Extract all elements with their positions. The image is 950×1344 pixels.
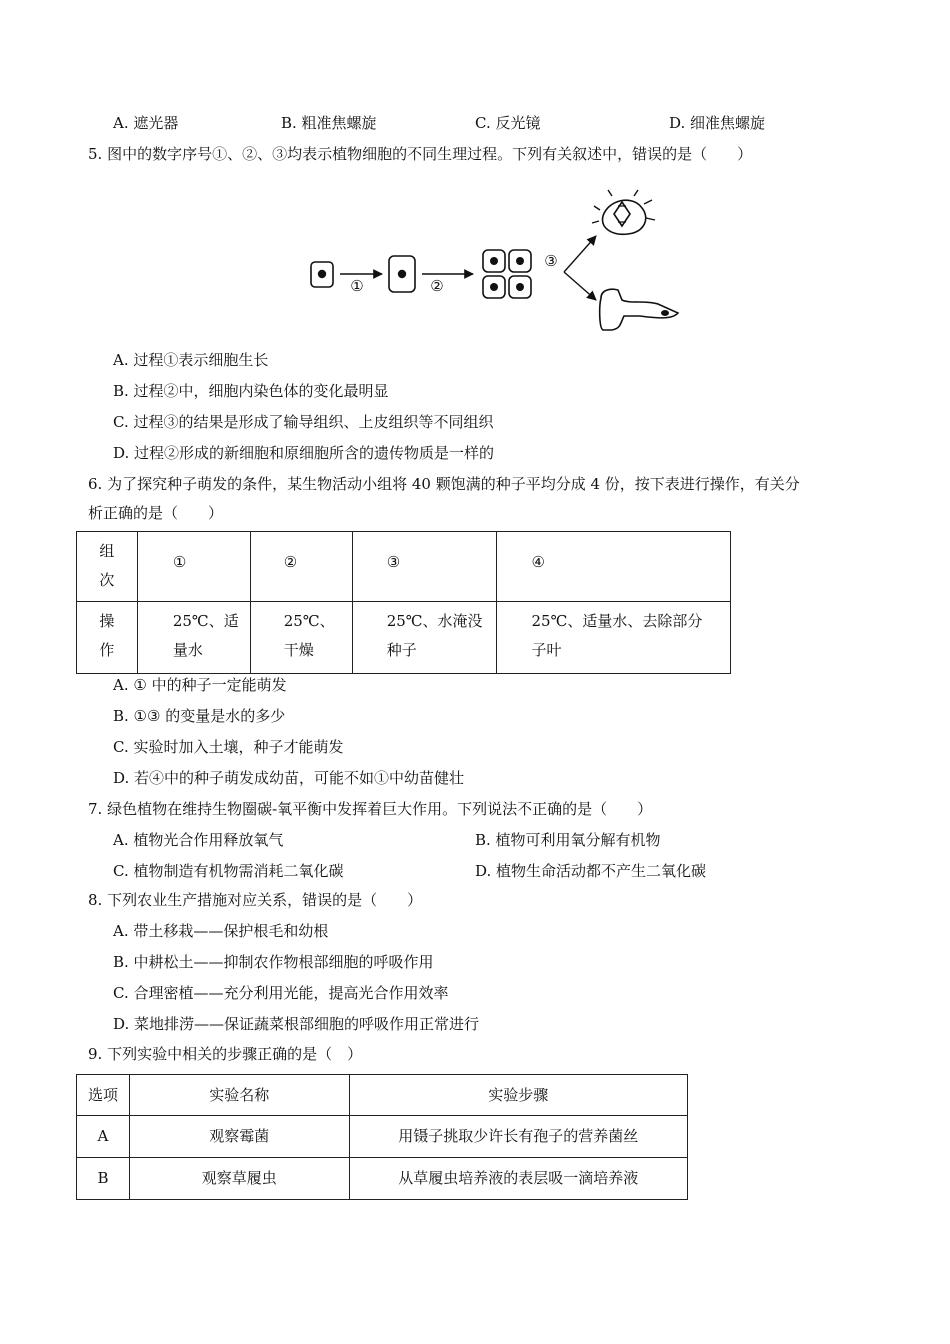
- arrow-3a: [564, 236, 596, 272]
- divided-cells-icon: [483, 250, 531, 298]
- q6-option-a: A. ① 中的种子一定能萌发: [113, 676, 287, 694]
- grown-cell-icon: [389, 256, 415, 292]
- q9-table-header-row: [77, 1075, 688, 1116]
- label-3: ③: [544, 252, 558, 270]
- q9-header-name: 实验名称: [129, 1075, 349, 1116]
- table-row: [77, 1158, 688, 1200]
- q6-stem-line2: 析正确的是（ ）: [88, 504, 224, 522]
- q6-stem-line1: 6. 为了探究种子萌发的条件，某生物活动小组将 40 颗饱满的种子平均分成 4 份，按下表进行操作，有关分: [88, 475, 800, 493]
- q9-row-a-steps: 用镊子挑取少许长有孢子的营养菌丝: [349, 1116, 687, 1158]
- q6-option-d: D. 若④中的种子萌发成幼苗，可能不如①中幼苗健壮: [113, 769, 465, 787]
- cell-process-diagram: [300, 188, 690, 338]
- q6-group-2: ②: [283, 553, 298, 571]
- q6-op-2a: 25℃、: [283, 612, 335, 630]
- q5-option-a: A. 过程①表示细胞生长: [113, 351, 269, 369]
- single-cell-icon: [311, 262, 333, 287]
- q4-option-c: C. 反光镜: [475, 114, 541, 132]
- q6-op-1a: 25℃、适: [172, 612, 239, 630]
- q5-option-d: D. 过程②形成的新细胞和原细胞所含的遗传物质是一样的: [113, 444, 495, 462]
- q9-stem: 9. 下列实验中相关的步骤正确的是（ ）: [88, 1045, 363, 1063]
- q9-row-a-option: A: [77, 1116, 130, 1158]
- q6-op-4a: 25℃、适量水、去除部分: [531, 612, 703, 630]
- root-hair-cell-icon: [600, 289, 678, 330]
- table-row: [77, 1116, 688, 1158]
- q9-row-b-name: 观察草履虫: [129, 1158, 349, 1200]
- q8-option-d: D. 菜地排涝——保证蔬菜根部细胞的呼吸作用正常进行: [113, 1015, 480, 1033]
- q6-op-1b: 量水: [172, 641, 203, 659]
- q6-group-4: ④: [531, 553, 545, 571]
- q6-table-row-ops: [77, 602, 731, 674]
- label-1: ①: [350, 277, 364, 295]
- q9-row-a-name: 观察霉菌: [129, 1116, 349, 1158]
- q6-option-c: C. 实验时加入土壤，种子才能萌发: [113, 738, 344, 756]
- stoma-cell-icon: [592, 190, 655, 234]
- q6-row1-header-a: 组: [99, 542, 115, 560]
- q7-option-d: D. 植物生命活动都不产生二氧化碳: [475, 862, 707, 880]
- q4-option-a: A. 遮光器: [113, 114, 179, 132]
- q5-stem: 5. 图中的数字序号①、②、③均表示植物细胞的不同生理过程。下列有关叙述中，错误的是（ ）: [88, 145, 753, 163]
- q9-header-steps: 实验步骤: [349, 1075, 687, 1116]
- q7-option-a: A. 植物光合作用释放氧气: [113, 831, 284, 849]
- q8-option-b: B. 中耕松土——抑制农作物根部细胞的呼吸作用: [113, 953, 434, 971]
- q6-row1-header-b: 次: [99, 571, 115, 589]
- q9-row-b-option: B: [77, 1158, 130, 1200]
- q5-option-b: B. 过程②中，细胞内染色体的变化最明显: [113, 382, 389, 400]
- q6-op-4b: 子叶: [531, 641, 562, 659]
- q6-op-2b: 干燥: [283, 641, 314, 659]
- q7-option-b: B. 植物可利用氧分解有机物: [475, 831, 661, 849]
- q9-header-option: 选项: [77, 1075, 130, 1116]
- arrow-3b: [564, 272, 596, 300]
- q8-stem: 8. 下列农业生产措施对应关系，错误的是（ ）: [88, 891, 423, 909]
- q7-stem: 7. 绿色植物在维持生物圈碳-氧平衡中发挥着巨大作用。下列说法不正确的是（ ）: [88, 800, 653, 818]
- q6-table: [76, 531, 731, 674]
- q6-group-1: ①: [172, 553, 187, 571]
- q6-option-b: B. ①③ 的变量是水的多少: [113, 707, 286, 725]
- q6-row2-header-b: 作: [99, 641, 115, 659]
- q6-op-3b: 种子: [386, 641, 417, 659]
- q4-option-b: B. 粗准焦螺旋: [281, 114, 377, 132]
- label-2: ②: [430, 277, 444, 295]
- q6-op-3a: 25℃、水淹没: [386, 612, 483, 630]
- q6-row2-header-a: 操: [99, 612, 115, 630]
- q6-group-3: ③: [386, 553, 401, 571]
- q8-option-c: C. 合理密植——充分利用光能，提高光合作用效率: [113, 984, 449, 1002]
- q9-table: [76, 1074, 688, 1200]
- q4-option-d: D. 细准焦螺旋: [669, 114, 766, 132]
- q5-option-c: C. 过程③的结果是形成了输导组织、上皮组织等不同组织: [113, 413, 494, 431]
- q9-row-b-steps: 从草履虫培养液的表层吸一滴培养液: [349, 1158, 687, 1200]
- q7-option-c: C. 植物制造有机物需消耗二氧化碳: [113, 862, 344, 880]
- q6-table-row-groups: [77, 532, 731, 602]
- q8-option-a: A. 带土移栽——保护根毛和幼根: [113, 922, 329, 940]
